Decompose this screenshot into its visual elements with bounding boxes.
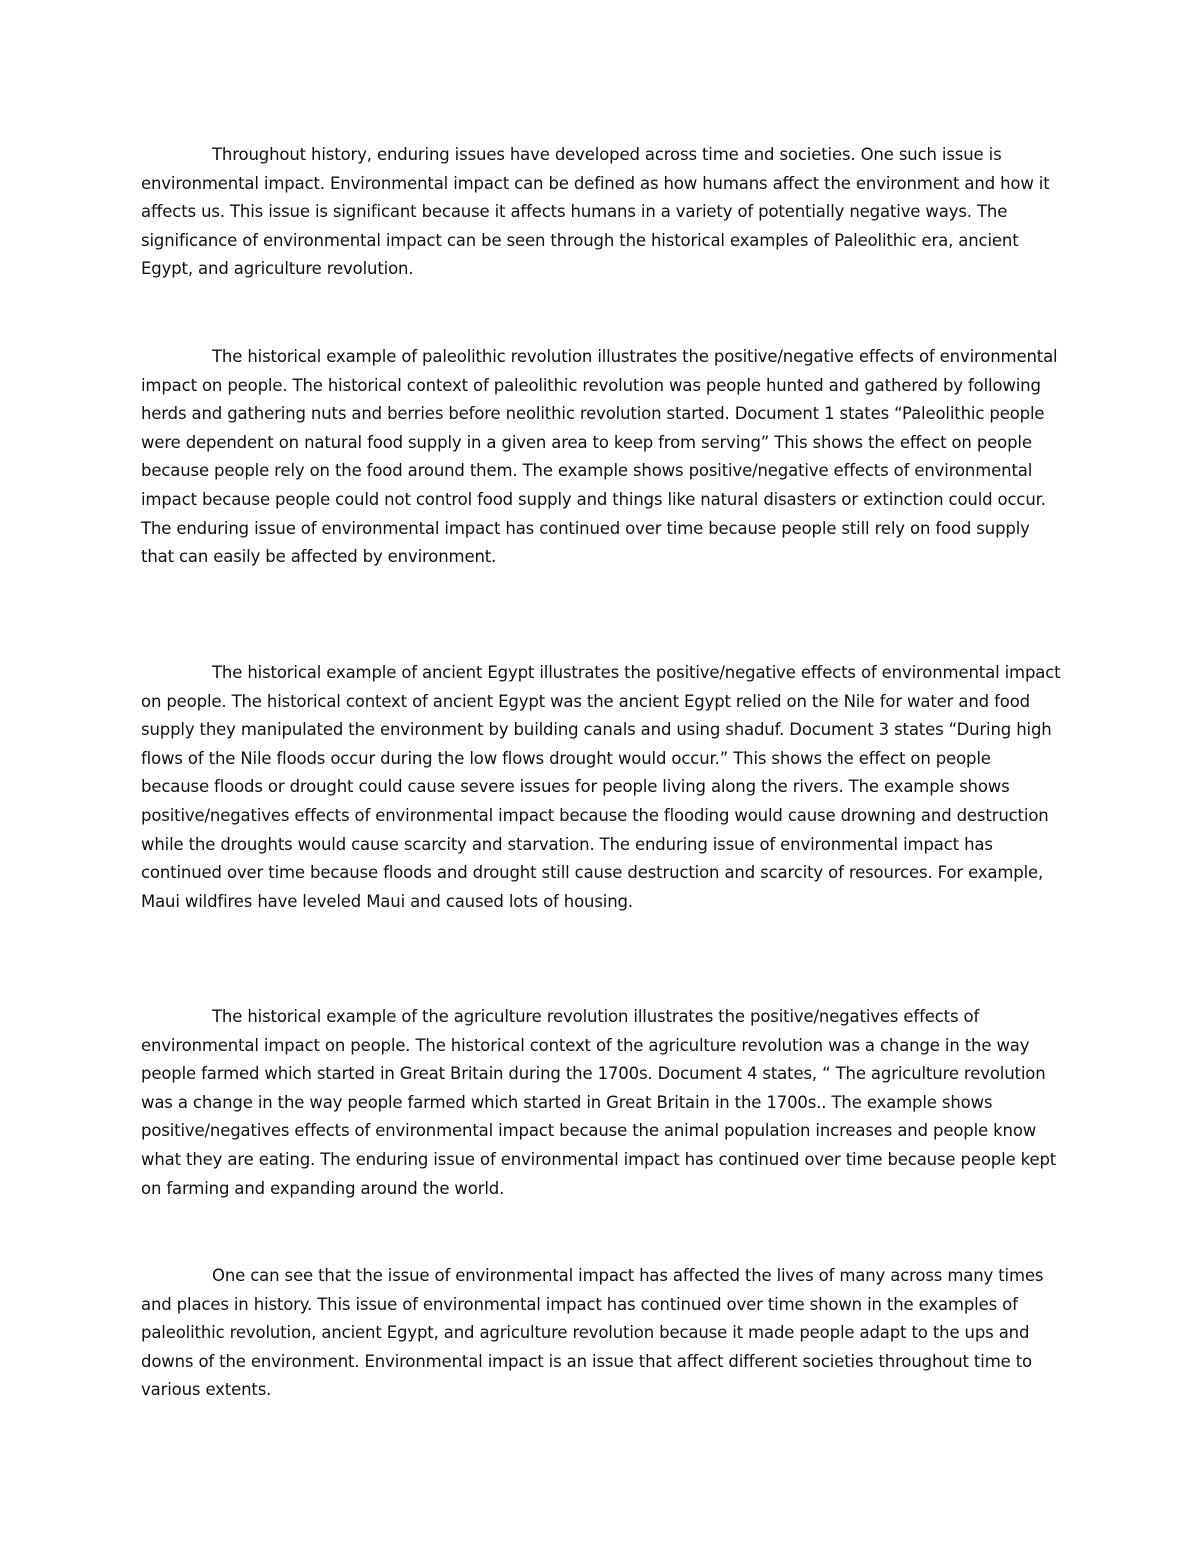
paleolithic-paragraph: The historical example of paleolithic revolution illustrates the positive/negative effects of environmental impact on people. The historical context of paleolithic revolution was people hunted and gathered by following herds and gathering nuts and berries before neolithic revolution started. Document 1 states “Paleolithic people were dependent on natural food supply in a given area to keep from serving” This shows the effect on people because people rely on the food around them. The example shows positive/negative effects of environmental impact because people could not control food supply and things like natural disasters or extinction could occur. The enduring issue of environmental impact has continued over time because people still rely on food supply that can easily be affected by environment.	[141, 347, 1058, 567]
conclusion-paragraph: One can see that the issue of environmental impact has affected the lives of many across many times and places in history. This issue of environmental impact has continued over time shown in the examples of paleolithic revolution, ancient Egypt, and agriculture revolution because it made people adapt to the ups and downs of the environment. Environmental impact is an issue that affect different societies throughout time to various extents.	[141, 1266, 1044, 1400]
agriculture-revolution-paragraph: The historical example of the agriculture revolution illustrates the positive/negatives effects of environmental impact on people. The historical context of the agriculture revolution was a change in the way people farmed which started in Great Britain during the 1700s. Document 4 states, “ The agriculture revolution was a change in the way people farmed which started in Great Britain in the 1700s.. The example shows positive/negatives effects of environmental impact because the animal population increases and people know what they are eating. The enduring issue of environmental impact has continued over time because people kept on farming and expanding around the world.	[141, 1007, 1057, 1198]
ancient-egypt-paragraph: The historical example of ancient Egypt illustrates the positive/negative effects of environmental impact on people. The historical context of ancient Egypt was the ancient Egypt relied on the Nile for water and food supply they manipulated the environment by building canals and using shaduf. Document 3 states “During high flows of the Nile floods occur during the low flows drought would occur.” This shows the effect on people because floods or drought could cause severe issues for people living along the rivers. The example shows positive/negatives effects of environmental impact because the flooding would cause drowning and destruction while the droughts would cause scarcity and starvation. The enduring issue of environmental impact has continued over time because floods and drought still cause destruction and scarcity of resources. For example, Maui wildfires have leveled Maui and caused lots of housing.	[141, 663, 1061, 911]
introduction-paragraph: Throughout history, enduring issues have developed across time and societies. One such issue is environmental impact. Environmental impact can be defined as how humans affect the environment and how it affects us. This issue is significant because it affects humans in a variety of potentially negative ways. The significance of environmental impact can be seen through the historical examples of Paleolithic era, ancient Egypt, and agriculture revolution.	[141, 145, 1050, 279]
